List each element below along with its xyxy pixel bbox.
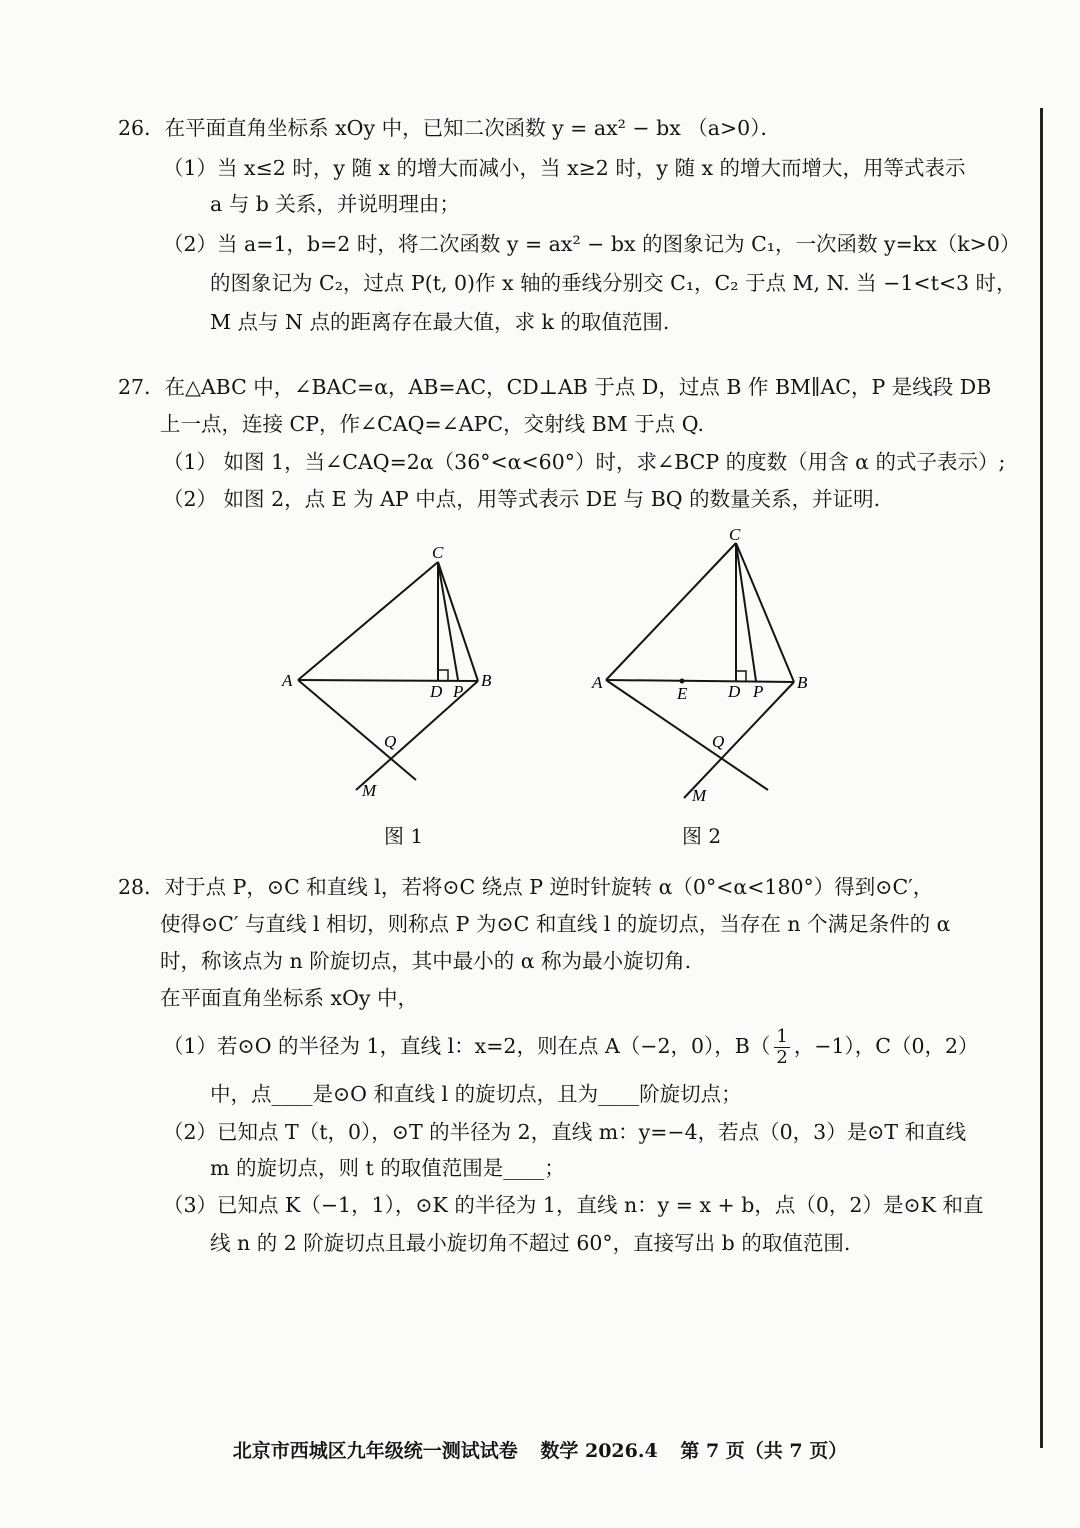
fig1-label-B: B — [481, 671, 492, 690]
footer-subject: 数学 2026.4 — [540, 1440, 658, 1462]
fig2-point-E — [680, 679, 685, 684]
q28-line2: 使得⊙C′ 与直线 l 相切，则称点 P 为⊙C 和直线 l 的旋切点，当存在 n 个满足条件的 α — [160, 912, 951, 936]
fig2-label-P: P — [753, 682, 764, 701]
q26-part2-line3: M 点与 N 点的距离存在最大值，求 k 的取值范围. — [210, 310, 670, 334]
q27-stem-line1: 27．在△ABC 中，∠BAC=α，AB=AC，CD⊥AB 于点 D，过点 B 作 BM∥AC，P 是线段 DB — [118, 375, 992, 399]
footer-school: 北京市西城区九年级统一测试试卷 — [232, 1440, 518, 1462]
fig1-label-D: D — [430, 682, 443, 701]
q28-line1: 28．对于点 P，⊙C 和直线 l，若将⊙C 绕点 P 逆时针旋转 α（0°<α<180°）得到⊙C′， — [118, 875, 934, 899]
fig2-label-A: A — [592, 673, 603, 692]
fig1-label-P: P — [453, 682, 464, 701]
fig2-label-D: D — [728, 682, 741, 701]
fig2-label-Q: Q — [712, 732, 725, 751]
fig2-label-E: E — [677, 684, 688, 703]
fig2-label-M: M — [692, 786, 707, 805]
q27-part2: （2） 如图 2，点 E 为 AP 中点，用等式表示 DE 与 BQ 的数量关系，并证明. — [163, 487, 881, 511]
q27-part1: （1） 如图 1，当∠CAQ=2α（36°<α<60°）时，求∠BCP 的度数（用含 α 的式子表示）; — [163, 450, 1006, 474]
q26-part1-line2: a 与 b 关系，并说明理由； — [210, 192, 460, 216]
footer-page-number: 第 7 页（共 7 页） — [680, 1440, 848, 1462]
figure-1-caption: 图 1 — [384, 824, 424, 848]
q28-part3-line1: （3）已知点 K（−1，1），⊙K 的半径为 1，直线 n：y = x + b，点（0，2）是⊙K 和直 — [163, 1193, 984, 1217]
fig2-label-B: B — [797, 673, 808, 692]
fig1-label-Q: Q — [384, 732, 397, 751]
q28-part3-line2: 线 n 的 2 阶旋切点且最小旋切角不超过 60°，直接写出 b 的取值范围. — [210, 1231, 851, 1255]
q28-part1-line1 — [163, 1027, 979, 1068]
q26-part1-line1: （1）当 x≤2 时，y 随 x 的增大而减小，当 x≥2 时，y 随 x 的增大而增大，用等式表示 — [163, 156, 966, 180]
page-footer — [0, 1436, 1080, 1463]
fig1-label-M: M — [362, 781, 377, 800]
fraction-numerator: 1 — [776, 1026, 788, 1047]
fraction-denominator: 2 — [776, 1047, 788, 1068]
q28-part2-line2: m 的旋切点，则 t 的取值范围是____； — [210, 1156, 565, 1180]
q28-line4: 在平面直角坐标系 xOy 中， — [160, 986, 418, 1010]
q27-stem-line2: 上一点，连接 CP，作∠CAQ=∠APC，交射线 BM 于点 Q. — [160, 412, 705, 436]
q28-part2-line1: （2）已知点 T（t，0），⊙T 的半径为 2，直线 m：y=−4，若点（0，3）是⊙T 和直线 — [163, 1120, 967, 1144]
q28-part1-text-a: （1）若⊙O 的半径为 1，直线 l：x=2，则在点 A（−2，0），B（ — [163, 1034, 771, 1058]
q28-line3: 时，称该点为 n 阶旋切点，其中最小的 α 称为最小旋切角. — [160, 949, 692, 973]
fig1-label-A: A — [282, 671, 293, 690]
q26-part2-line2: 的图象记为 C₂，过点 P(t, 0)作 x 轴的垂线分别交 C₁，C₂ 于点 M, N. 当 −1<t<3 时， — [210, 271, 1017, 295]
figure-2-caption: 图 2 — [682, 824, 722, 848]
q26-stem: 26．在平面直角坐标系 xOy 中，已知二次函数 y = ax² − bx （a>0）． — [118, 116, 781, 140]
q26-part2-line1: （2）当 a=1，b=2 时，将二次函数 y = ax² − bx 的图象记为 C₁，一次函数 y=kx（k>0） — [163, 232, 1021, 256]
fraction-one-half — [774, 1027, 789, 1068]
fig1-label-C: C — [432, 543, 444, 562]
q28-part1-text-b: ，−1），C（0，2） — [793, 1034, 979, 1058]
q28-part1-line2: 中，点____是⊙O 和直线 l 的旋切点，且为____阶旋切点； — [210, 1082, 742, 1106]
fig2-label-C: C — [729, 525, 741, 544]
